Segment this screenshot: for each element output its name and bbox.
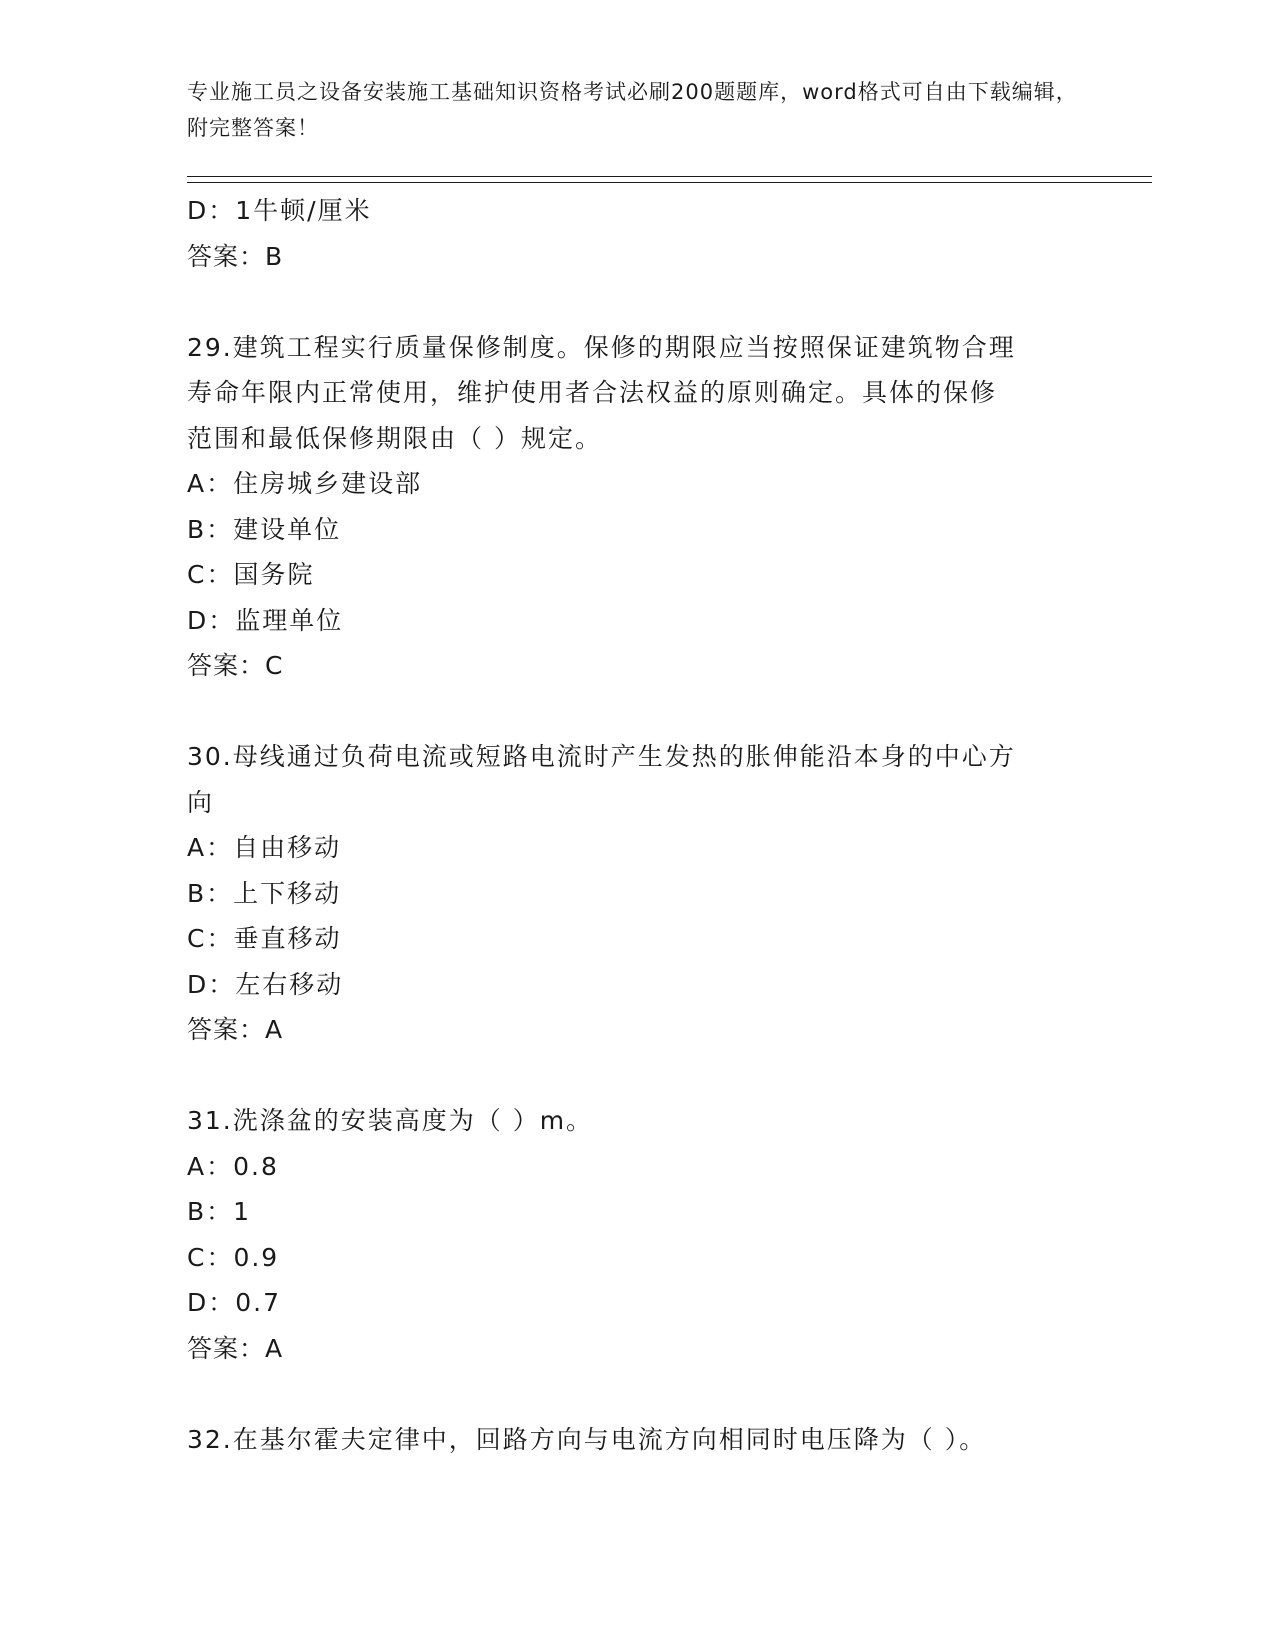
document-header: 专业施工员之设备安装施工基础知识资格考试必刷200题题库，word格式可自由下载编辑，附完整答案！ <box>187 80 1078 140</box>
option-c: C：0.9 <box>187 1242 280 1272</box>
option-d: D：0.7 <box>187 1288 282 1317</box>
option-c: C：垂直移动 <box>187 924 342 953</box>
spacer <box>187 1053 1087 1099</box>
option-c: C：国务院 <box>187 560 315 589</box>
header-divider-top <box>187 176 1152 177</box>
answer: 答案：A <box>187 1333 284 1363</box>
question-stem-line: 向 <box>187 787 215 817</box>
question-29 <box>187 325 1087 689</box>
question-stem-line: 范围和最低保修期限由（ ）规定。 <box>187 423 602 453</box>
question-stem-line: 32.在基尔霍夫定律中，回路方向与电流方向相同时电压降为（ ）。 <box>187 1424 987 1454</box>
spacer <box>187 1371 1087 1417</box>
option-b: B：1 <box>187 1197 252 1226</box>
question-32 <box>187 1417 1087 1463</box>
answer: 答案：A <box>187 1015 284 1044</box>
question-31 <box>187 1098 1087 1371</box>
question-stem-line: 31.洗涤盆的安装高度为（ ）m。 <box>187 1106 594 1135</box>
option-d: D：1牛顿/厘米 <box>187 196 372 225</box>
header-divider-bottom <box>187 182 1152 183</box>
spacer <box>187 689 1087 735</box>
option-a: A：0.8 <box>187 1151 279 1181</box>
answer: 答案：B <box>187 241 284 271</box>
option-d: D：监理单位 <box>187 605 344 635</box>
question-stem-line: 30.母线通过负荷电流或短路电流时产生发热的胀伸能沿本身的中心方 <box>187 742 1016 771</box>
question-stem-line: 29.建筑工程实行质量保修制度。保修的期限应当按照保证建筑物合理 <box>187 332 1016 362</box>
question-stem-line: 寿命年限内正常使用，维护使用者合法权益的原则确定。具体的保修 <box>187 378 998 407</box>
option-a: A：自由移动 <box>187 833 342 862</box>
option-b: B：建设单位 <box>187 514 342 544</box>
option-b: B：上下移动 <box>187 878 342 908</box>
question-content <box>187 188 1087 1462</box>
spacer <box>187 279 1087 325</box>
question-30 <box>187 734 1087 1053</box>
answer: 答案：C <box>187 651 284 680</box>
option-a: A：住房城乡建设部 <box>187 469 423 498</box>
option-d: D：左右移动 <box>187 969 344 999</box>
